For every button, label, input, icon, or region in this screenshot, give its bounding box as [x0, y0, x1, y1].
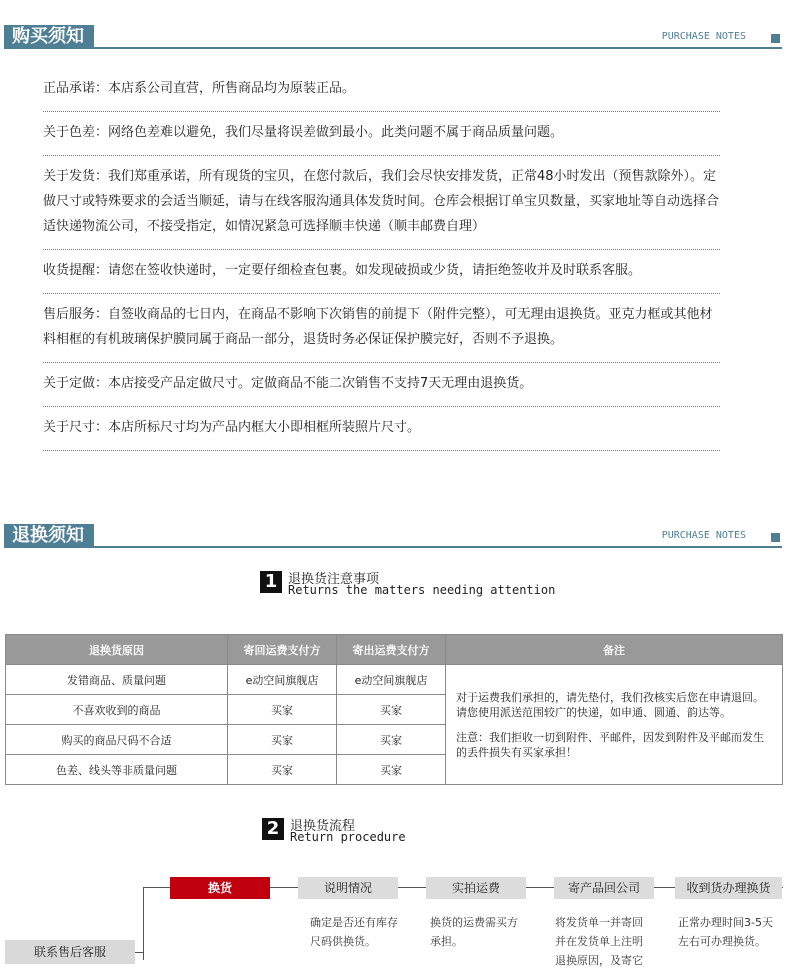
table-header-row — [6, 635, 783, 665]
note-custom: 关于定做：本店接受产品定做尺寸。定做商品不能二次销售不支持7天无理由退换货。 — [43, 363, 720, 407]
step2-cn: 退换货流程 — [290, 819, 356, 834]
remark-text-1: 对于运费我们承担的，请先垫付，我们孜核实后您在申请退回。请您使用派送范围较广的快递，如申通、圆通、韵达等。 — [456, 690, 764, 719]
header-send-shipping: 寄出运费支付方 — [337, 635, 446, 665]
cell-send-payer: 买家 — [337, 725, 446, 755]
cell-return-payer: 买家 — [228, 755, 337, 785]
flow-connector-branch — [135, 952, 144, 953]
note-color: 关于色差：网络色差难以避免，我们尽量将误差做到最小。此类问题不属于商品质量问题。 — [43, 112, 720, 156]
cell-send-payer: 买家 — [337, 755, 446, 785]
step1-cn: 退换货注意事项 — [288, 572, 380, 587]
purchase-notes-en: PURCHASE NOTES — [661, 31, 746, 42]
table-row — [6, 665, 783, 695]
cell-send-payer: e动空间旗舰店 — [337, 665, 446, 695]
step2-number: 2 — [262, 818, 284, 840]
flow-step-send-back: 寄产品回公司 — [554, 877, 654, 899]
remark-text-2: 注意：我们拒收一切到附件、平邮件，因发到附件及平邮而发生的丢件损失有买家承担！ — [456, 730, 764, 759]
flow-step-shipping: 实拍运费 — [426, 877, 526, 899]
cell-return-payer: e动空间旗舰店 — [228, 665, 337, 695]
purchase-notes-list — [43, 68, 720, 451]
flow-step-exchange: 换货 — [170, 877, 270, 899]
cell-reason: 色差、线头等非质量问题 — [6, 755, 228, 785]
cell-reason: 购买的商品尺码不合适 — [6, 725, 228, 755]
header-divider — [4, 47, 782, 49]
remark-cell — [446, 665, 783, 785]
note-receipt: 收货提醒：请您在签收快递时，一定要仔细检查包裹。如发现破损或少货，请拒绝签收并及时联系客服。 — [43, 250, 720, 294]
step1-en: Returns the matters needing attention — [288, 583, 556, 597]
flow-desc-process: 正常办理时间3-5天左右可办理换货。 — [678, 916, 773, 948]
square-icon — [771, 533, 780, 542]
header-divider — [4, 546, 782, 548]
step1-number: 1 — [260, 571, 282, 593]
cell-return-payer: 买家 — [228, 695, 337, 725]
header-reason: 退换货原因 — [6, 635, 228, 665]
flow-step-explain: 说明情况 — [298, 877, 398, 899]
flow-desc-send-back: 将发货单一并寄回并在发货单上注明退换原因，及寄它 — [555, 916, 643, 967]
purchase-notes-title: 购买须知 — [4, 25, 94, 49]
purchase-notes-header — [4, 25, 782, 49]
header-return-shipping: 寄回运费支付方 — [228, 635, 337, 665]
step2-en: Return procedure — [290, 830, 406, 844]
return-notes-en: PURCHASE NOTES — [661, 530, 746, 541]
return-notes-header — [4, 524, 782, 548]
square-icon — [771, 34, 780, 43]
note-shipping: 关于发货：我们郑重承诺，所有现货的宝贝，在您付款后，我们会尽快安排发货，正常48小时发出（预售款除外）。定做尺寸或特殊要求的会适当顺延，请与在线客服沟通具体发货时间。仓库会根据订单宝贝数量，买家地址等自动选择合适快递物流公司，不接受指定，如情况紧急可选择顺丰快递（顺丰邮费自理） — [43, 156, 720, 250]
return-notes-title: 退换须知 — [4, 524, 94, 548]
cell-send-payer: 买家 — [337, 695, 446, 725]
flow-connector-vertical — [143, 887, 144, 960]
note-genuine: 正品承诺：本店系公司直营，所售商品均为原装正品。 — [43, 68, 720, 112]
contact-service-box: 联系售后客服 — [5, 940, 135, 964]
note-after-sales: 售后服务：自签收商品的七日内，在商品不影响下次销售的前提下（附件完整），可无理由退换货。亚克力框或其他材料相框的有机玻璃保护膜同属于商品一部分，退货时务必保证保护膜完好，否则不予退换。 — [43, 294, 720, 363]
note-size: 关于尺寸：本店所标尺寸均为产品内框大小即相框所装照片尺寸。 — [43, 407, 720, 451]
header-remark: 备注 — [446, 635, 783, 665]
flow-desc-explain: 确定是否还有库存尺码供换货。 — [310, 916, 398, 948]
cell-reason: 不喜欢收到的商品 — [6, 695, 228, 725]
flow-step-process: 收到货办理换货 — [675, 877, 782, 899]
cell-return-payer: 买家 — [228, 725, 337, 755]
flow-desc-shipping: 换货的运费需买方承担。 — [430, 916, 518, 948]
return-table — [5, 634, 783, 785]
cell-reason: 发错商品、质量问题 — [6, 665, 228, 695]
